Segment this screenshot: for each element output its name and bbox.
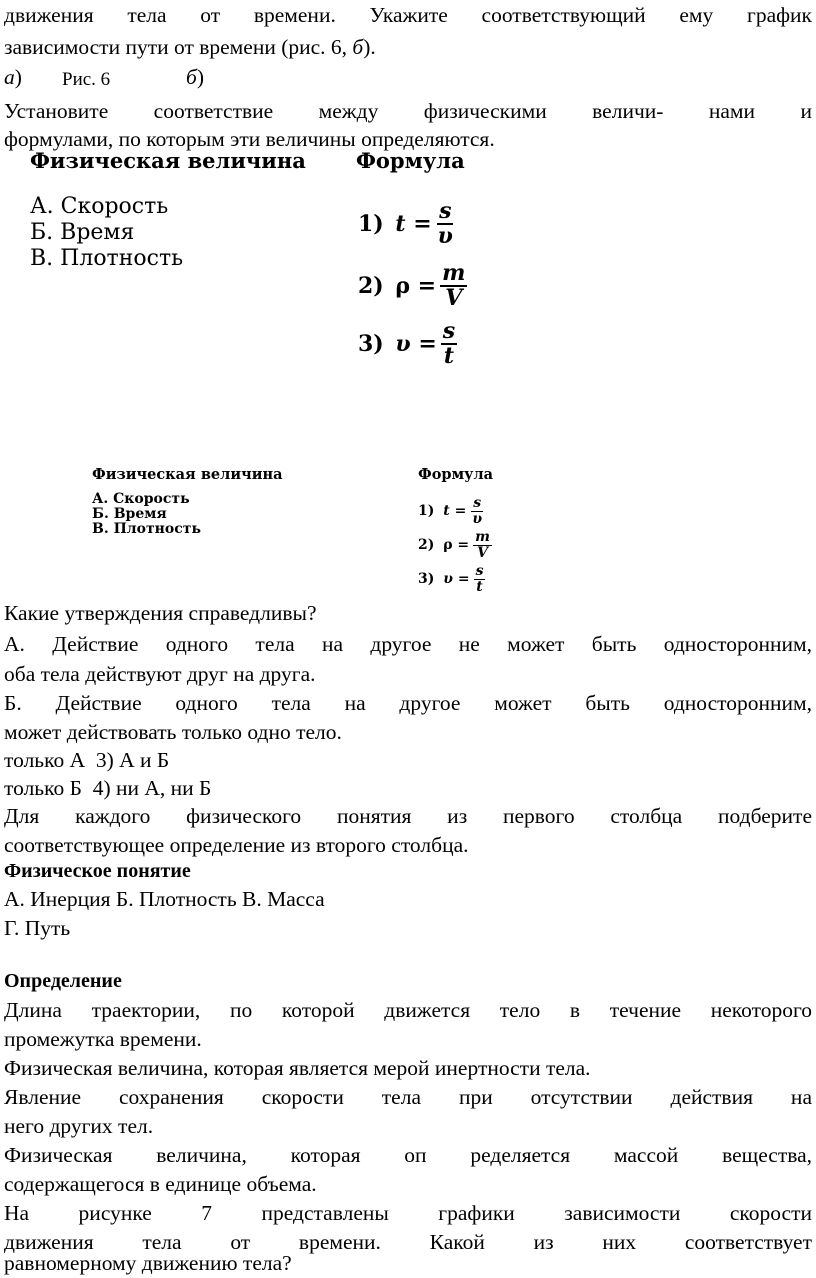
small-formula-3-denominator: t [476,578,483,595]
small-table-item-density: В. Плотность [92,521,201,537]
small-formula-2-fraction [473,530,492,560]
answer-options-1: только А 3) А и Б [4,748,170,772]
formula-3-lhs: υ = [395,331,437,358]
subfigure-a-label [4,62,22,92]
table-item-density: В. Плотность [30,246,184,271]
small-formula-2-denominator: V [477,544,489,561]
formula-1-denominator: υ [437,223,453,250]
small-formula-2 [418,530,492,560]
small-formula-3-lhs: υ = [443,571,470,588]
subfigure-b-letter: б [186,65,197,89]
small-formula-3 [418,564,485,594]
subfigure-b-paren: ) [196,65,204,89]
formula-3-numerator: s [442,318,456,344]
statement-b-line-1: Б. Действие одного тела на другое может быть односторонним, [4,691,812,715]
subfigure-a-letter: а [4,65,15,89]
formula-2-label: 2) [358,273,384,300]
text-line-2 [4,32,812,62]
small-formula-1-fraction [470,496,484,526]
question-title: Какие утверждения справедливы? [4,601,317,625]
formula-1-lhs: t = [395,211,432,238]
small-formula-2-numerator: m [475,529,490,545]
formula-1 [358,200,455,248]
small-table-item-speed: А. Скорость [92,491,190,507]
small-formula-3-fraction [474,564,486,594]
concept-list-1: А. Инерция Б. Плотность В. Масса [4,887,325,911]
subfigure-b-label [186,62,204,92]
formula-2-numerator: m [442,260,466,286]
formula-3-label: 3) [358,331,384,358]
formula-2 [358,262,467,310]
answer-options-2: только Б 4) ни А, ни Б [4,776,212,800]
matching-task-line-1: Для каждого физического понятия из первого столбца подберите [4,804,812,828]
concept-list-2: Г. Путь [4,916,71,940]
small-formula-1 [418,496,484,526]
text-line-2-end: ). [363,35,376,59]
text-line-2-italic: б [352,35,364,59]
definition-1-line-1: Длина траектории, по которой движется тело в течение некоторого [4,998,812,1022]
small-formula-2-label: 2) [418,537,435,554]
table-item-time: Б. Время [30,220,135,245]
matching-task-line-2: соответствующее определение из второго столбца. [4,833,469,857]
small-table-header-quantity: Физическая величина [92,466,283,483]
definition-1-line-2: промежутка времени. [4,1027,202,1051]
subfigure-a-paren: ) [14,65,22,89]
statement-a-line-1: А. Действие одного тела на другое не может быть односторонним, [4,632,812,656]
formula-2-fraction [440,262,467,310]
graph-question-line-1: На рисунке 7 представлены графики зависимости скорости [4,1201,812,1225]
formula-2-denominator: V [445,285,463,312]
small-formula-1-label: 1) [418,503,435,520]
formula-3-denominator: t [443,343,455,370]
statement-b-line-2: может действовать только одно тело. [4,720,342,744]
formula-1-numerator: s [439,198,452,224]
definition-2: Физическая величина, которая является мерой инертности тела. [4,1056,591,1080]
formula-1-label: 1) [358,211,384,238]
table-header-formula: Формула [356,148,465,173]
definition-3-line-2: него других тел. [4,1114,154,1138]
figure-caption: Рис. 6 [62,69,111,90]
small-formula-1-numerator: s [473,495,482,511]
small-formula-3-label: 3) [418,571,435,588]
table-header-quantity: Физическая величина [30,148,306,173]
small-formula-1-denominator: υ [472,510,483,527]
small-table-header-formula: Формула [418,466,494,483]
text-line-1: движения тела от времени. Укажите соответствующий ему график [4,3,812,27]
text-line-5: формулами, по которым эти величины определяются. [4,127,495,151]
text-line-2-main: зависимости пути от времени (рис. 6, [4,35,353,59]
definition-4-line-1: Физическая величина, которая оп ределяется массой вещества, [4,1143,812,1167]
formula-2-lhs: ρ = [395,273,437,300]
text-line-4: Установите соответствие между физическими величи- нами и [4,99,812,123]
small-formula-2-lhs: ρ = [443,537,470,554]
formula-1-fraction [436,200,455,248]
concept-heading: Физическое понятие [4,860,191,882]
small-table-item-time: Б. Время [92,506,167,522]
formula-3-fraction [441,320,457,368]
definition-4-line-2: содержащегося в единице объема. [4,1172,317,1196]
small-formula-1-lhs: t = [443,503,467,520]
definition-3-line-1: Явление сохранения скорости тела при отсутствии действия на [4,1085,812,1109]
graph-question-line-3: равномерному движению тела? [4,1251,292,1275]
table-item-speed: А. Скорость [30,194,169,219]
graph-question-line-2: движения тела от времени. Какой из них соответствует [4,1230,812,1254]
formula-3 [358,320,457,368]
statement-a-line-2: оба тела действуют друг на друга. [4,662,316,686]
definition-heading: Определение [4,970,122,992]
small-formula-3-numerator: s [475,563,484,579]
